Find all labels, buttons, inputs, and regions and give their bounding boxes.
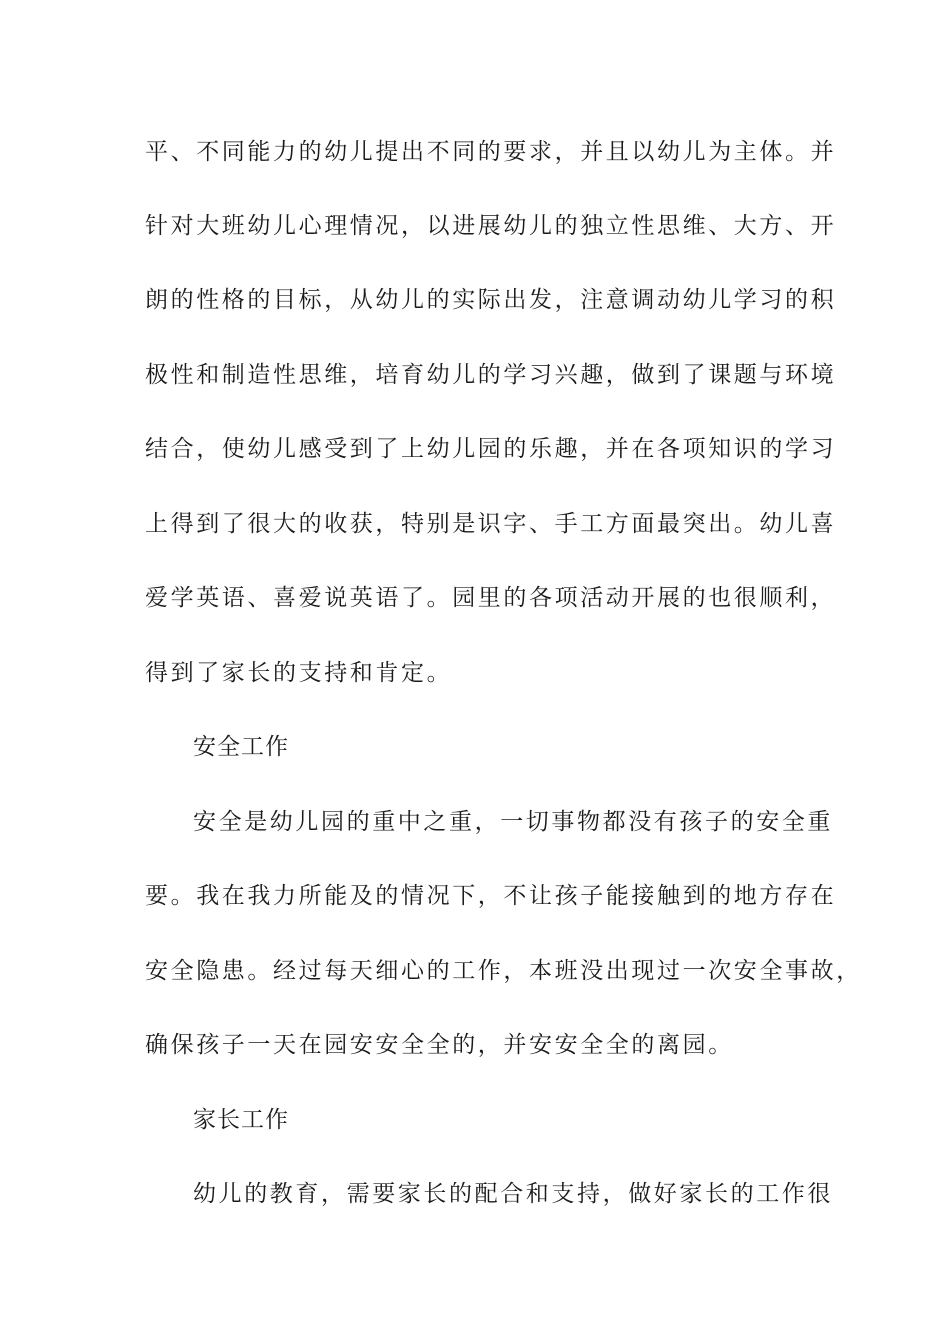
paragraph-line: 朗的性格的目标，从幼儿的实际出发，注意调动幼儿学习的积 [145, 287, 837, 313]
paragraph-line: 结合，使幼儿感受到了上幼儿园的乐趣，并在各项知识的学习 [145, 436, 837, 462]
paragraph-line: 针对大班幼儿心理情况，以进展幼儿的独立性思维、大方、开 [145, 213, 837, 239]
paragraph-line: 幼儿的教育，需要家长的配合和支持，做好家长的工作很 [193, 1181, 833, 1207]
paragraph-line: 平、不同能力的幼儿提出不同的要求，并且以幼儿为主体。并 [145, 139, 837, 165]
paragraph-line: 安全是幼儿园的重中之重，一切事物都没有孩子的安全重 [193, 809, 833, 835]
paragraph-line: 得到了家长的支持和肯定。 [145, 660, 453, 686]
paragraph-line: 上得到了很大的收获，特别是识字、手工方面最突出。幼儿喜 [145, 511, 837, 537]
section-heading-safety: 安全工作 [193, 734, 289, 760]
paragraph-line: 爱学英语、喜爱说英语了。园里的各项活动开展的也很顺利， [145, 585, 837, 611]
paragraph-line: 确保孩子一天在园安安全全的，并安安全全的离园。 [145, 1032, 734, 1058]
paragraph-line: 安全隐患。经过每天细心的工作，本班没出现过一次安全事故， [145, 958, 862, 984]
section-heading-parents: 家长工作 [193, 1107, 289, 1133]
paragraph-line: 要。我在我力所能及的情况下，不让孩子能接触到的地方存在 [145, 883, 837, 909]
paragraph-line: 极性和制造性思维，培育幼儿的学习兴趣，做到了课题与环境 [145, 362, 837, 388]
